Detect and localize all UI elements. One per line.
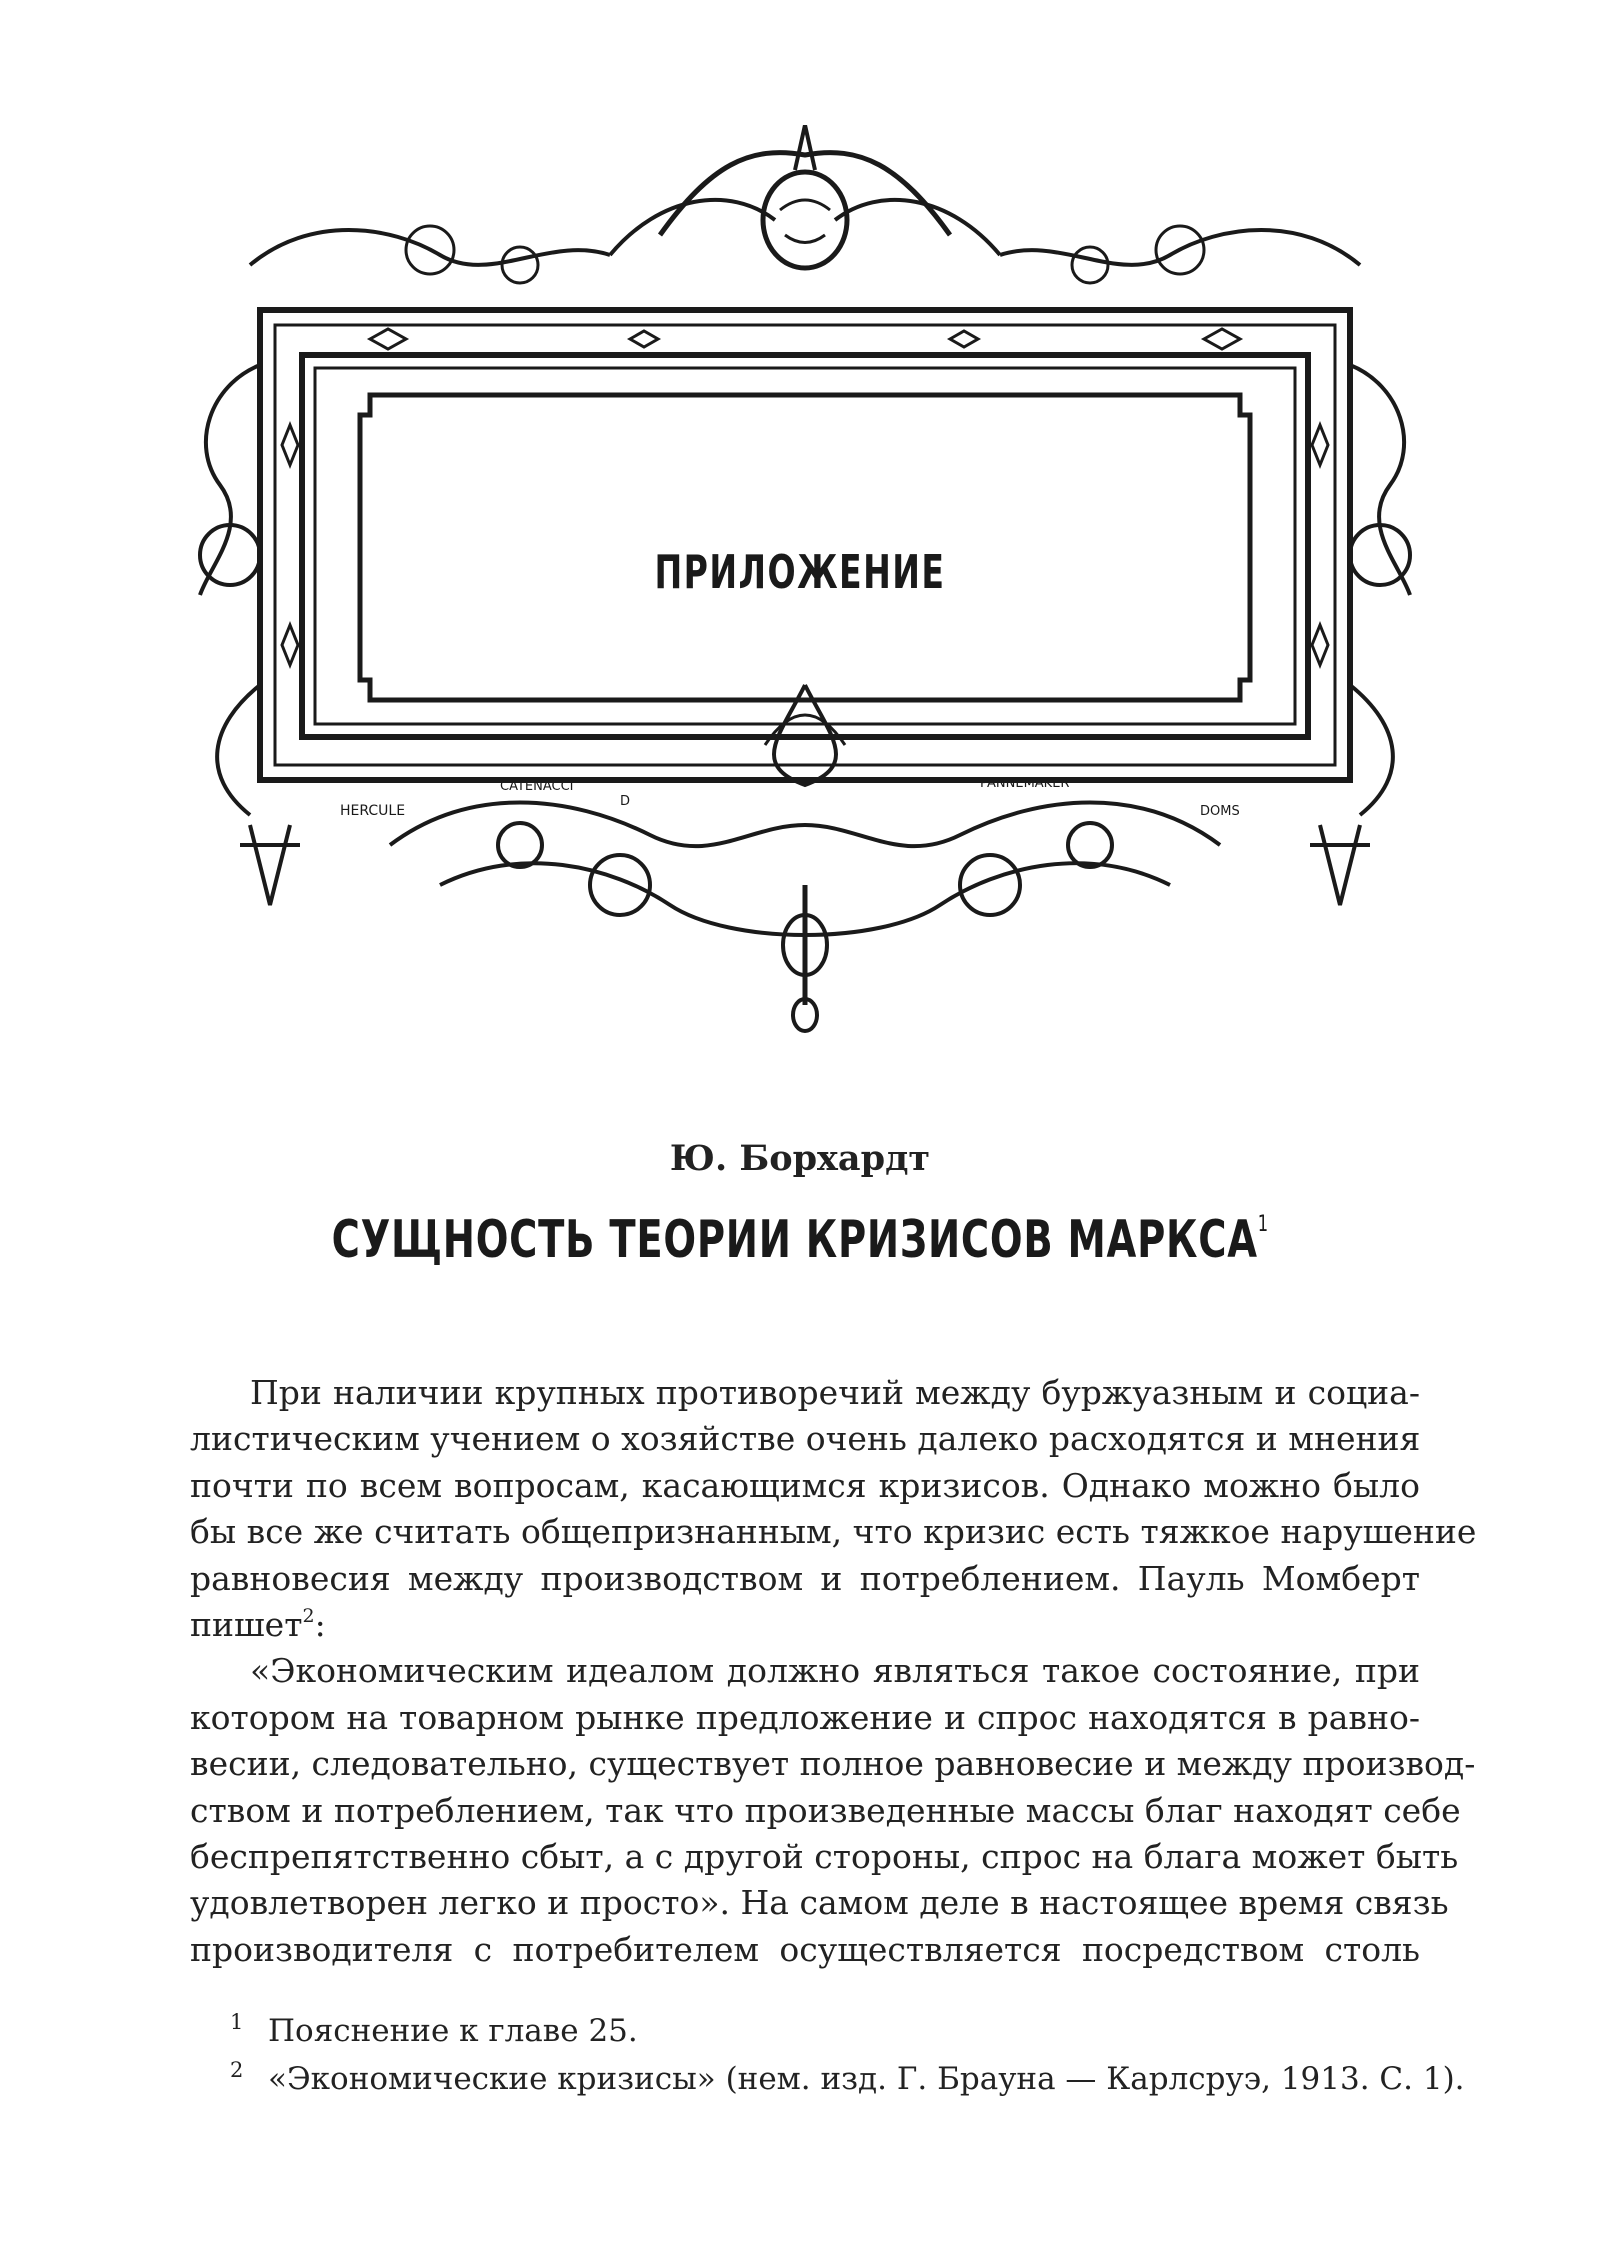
paragraph1-end: пишет <box>190 1604 303 1644</box>
footnote-marker-2: 2 <box>302 1604 315 1627</box>
inscription-d: D <box>620 794 631 809</box>
article-body <box>190 1370 1477 1973</box>
body-line: котором на товарном рынке предложение и спрос находятся в равно- <box>190 1697 1420 1737</box>
body-line: «Экономическим идеалом должно являться такое состояние, при <box>250 1651 1420 1691</box>
inscription-pannemaker: PANNEMAKER <box>980 776 1070 791</box>
footnote <box>190 2010 1420 2058</box>
body-line: бы все же считать общепризнанным, что кризис есть тяжкое нарушение <box>190 1512 1477 1552</box>
article-title <box>0 1210 1600 1270</box>
body-line: листическим учением о хозяйстве очень далеко расходятся и мнения <box>190 1419 1421 1459</box>
appendix-heading: ПРИЛОЖЕНИЕ <box>654 545 946 599</box>
footnote-text: «Экономические кризисы» (нем. изд. Г. Брауна — Карлсруэ, 1913. С. 1). <box>268 2061 1465 2097</box>
top-crest-ornament <box>250 125 1360 283</box>
body-line: равновесия между производством и потреблением. Пауль Момберт <box>190 1558 1420 1598</box>
inscription-hercule: HERCULE <box>340 803 406 819</box>
author-name: Ю. Борхардт <box>669 1138 931 1179</box>
article-title-text: СУЩНОСТЬ ТЕОРИИ КРИЗИСОВ МАРКСА <box>331 1210 1258 1270</box>
body-line: весии, следовательно, существует полное равновесие и между производ- <box>190 1744 1476 1784</box>
footnote-text: Пояснение к главе 25. <box>268 2013 638 2049</box>
inscription-catenacci: CATENACCI <box>500 779 574 794</box>
body-line: удовлетворен легко и просто». На самом деле в настоящее время связь <box>190 1883 1449 1923</box>
inscription-doms: DOMS <box>1200 804 1240 819</box>
body-line: При наличии крупных противоречий между буржуазным и социа- <box>250 1373 1420 1412</box>
paragraph1-colon: : <box>314 1604 326 1644</box>
title-footnote-marker: 1 <box>1257 1212 1269 1237</box>
footnote-number: 1 <box>230 2010 244 2034</box>
footnote-number: 2 <box>230 2058 244 2082</box>
body-line: почти по всем вопросам, касающимся кризисов. Однако можно было <box>190 1465 1420 1505</box>
footnotes <box>190 2010 1465 2106</box>
body-line: беспрепятственно сбыт, а с другой стороны, спрос на блага может быть <box>190 1836 1459 1876</box>
footnote <box>190 2058 1465 2106</box>
body-line: ством и потреблением, так что произведенные массы благ находят себе <box>190 1790 1461 1830</box>
body-line <box>190 1602 1420 1648</box>
body-line: производителя с потребителем осуществляется посредством столь <box>190 1929 1420 1969</box>
